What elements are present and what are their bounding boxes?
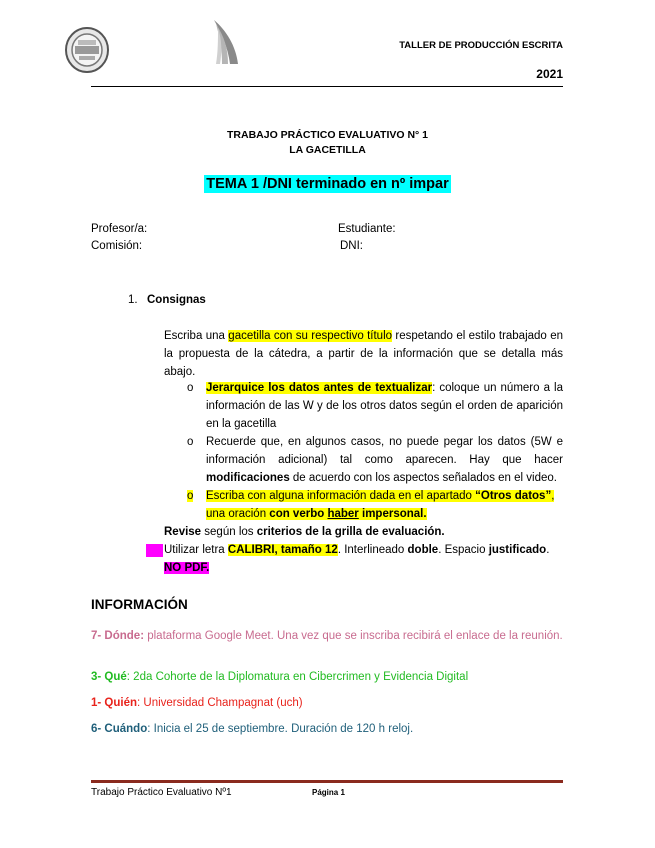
revise-line (164, 523, 445, 541)
info-text-cuando: : Inicia el 25 de septiembre. Duración de 120 h reloj. (147, 723, 414, 735)
header-title: TALLER DE PRODUCCIÓN ESCRITA (399, 40, 563, 51)
info-label-quien: 1- Quién (91, 697, 138, 709)
format-marker (146, 544, 163, 557)
info-label-donde: 7- Dónde: (91, 630, 145, 642)
format-text-a: Utilizar letra (164, 544, 228, 556)
bullet-2-bold: modificaciones (206, 472, 290, 484)
header-rule (91, 86, 563, 87)
bullet-3-text-a: Escriba con alguna información dada en el apartado (206, 490, 476, 502)
revise-bold: Revise (164, 526, 202, 538)
info-label-cuando: 6- Cuándo (91, 723, 148, 735)
format-highlight: CALIBRI, tamaño 12 (227, 544, 338, 556)
header-year: 2021 (536, 67, 563, 81)
revise-text: según los (201, 526, 257, 538)
intro-text-a: Escriba una (164, 330, 229, 342)
bullet-marker-1: o (187, 382, 194, 394)
sail-logo-icon (206, 18, 246, 68)
bullet-2 (206, 433, 563, 487)
bullet-3-bold3: impersonal. (362, 508, 427, 520)
bullet-1 (206, 379, 563, 433)
comision-label: Comisión: (91, 240, 143, 252)
info-item-quien (91, 694, 563, 712)
bullet-3-underline: haber (327, 508, 359, 520)
intro-text-b: respetando el estilo trabajado en la propuesta de la cátedra, a partir de la información que se detalla más abajo. (164, 330, 563, 378)
bullet-marker-2: o (187, 436, 194, 448)
info-item-que (91, 668, 563, 686)
informacion-heading: INFORMACIÓN (91, 597, 188, 612)
format-text-b: . Interlineado (337, 544, 408, 556)
format-line (164, 541, 566, 577)
profesor-label: Profesor/a: (91, 223, 148, 235)
doc-title-line1: TRABAJO PRÁCTICO EVALUATIVO N° 1 (227, 129, 428, 141)
bullet-1-text: : coloque un número a la información de las W y de los otros datos según el orden de aparición en la gacetilla (206, 382, 563, 430)
info-item-donde (91, 627, 563, 645)
bullet-3 (206, 487, 566, 523)
consignas-intro (164, 327, 563, 381)
format-bold1: doble (407, 544, 439, 556)
info-text-donde: plataforma Google Meet. Una vez que se inscriba recibirá el enlace de la reunión. (144, 630, 563, 642)
footer-rule (91, 780, 563, 783)
bullet-1-highlight: Jerarquice los datos antes de textualizar (206, 382, 433, 394)
format-text-d: . (546, 544, 550, 556)
info-text-que: : 2da Cohorte de la Diplomatura en Cibercrimen y Evidencia Digital (126, 671, 469, 683)
bullet-3-bold1: “Otros datos” (475, 490, 552, 502)
tema-text: TEMA 1 /DNI terminado en nº impar (206, 176, 449, 192)
bullet-3-bold2: con verbo (269, 508, 325, 520)
consignas-heading: Consignas (147, 294, 206, 306)
bullet-marker-3 (187, 487, 193, 505)
format-text-c: . Espacio (438, 544, 489, 556)
doc-title-line2: LA GACETILLA (289, 144, 366, 156)
bullet-2-text-a: Recuerde que, en algunos casos, no puede pegar los datos (5W e información adicional) tal como aparecen. Hay que hacer (206, 436, 563, 466)
tema-banner (0, 175, 655, 193)
bullet-2-text-b: de acuerdo con los aspectos señalados en el video. (289, 472, 557, 484)
estudiante-label: Estudiante: (338, 223, 396, 235)
revise-bold2: criterios de la grilla de evaluación. (256, 526, 445, 538)
intro-highlight: gacetilla con su respectivo título (228, 330, 393, 342)
format-bold2: justificado (488, 544, 547, 556)
no-pdf-highlight: NO PDF. (164, 562, 210, 574)
consignas-number: 1. (128, 294, 138, 306)
bullet-3-highlight (206, 490, 554, 520)
footer-page: Página 1 (312, 788, 345, 797)
info-text-quien: : Universidad Champagnat (uch) (137, 697, 303, 709)
info-label-que: 3- Qué (91, 671, 127, 683)
footer-left: Trabajo Práctico Evaluativo Nº1 (91, 787, 232, 798)
bullet-3-text-b: , una oración (206, 490, 555, 520)
university-seal-icon (64, 26, 110, 74)
bullet-marker-3-text: o (187, 490, 194, 502)
dni-label: DNI: (340, 240, 363, 252)
info-item-cuando (91, 720, 563, 738)
